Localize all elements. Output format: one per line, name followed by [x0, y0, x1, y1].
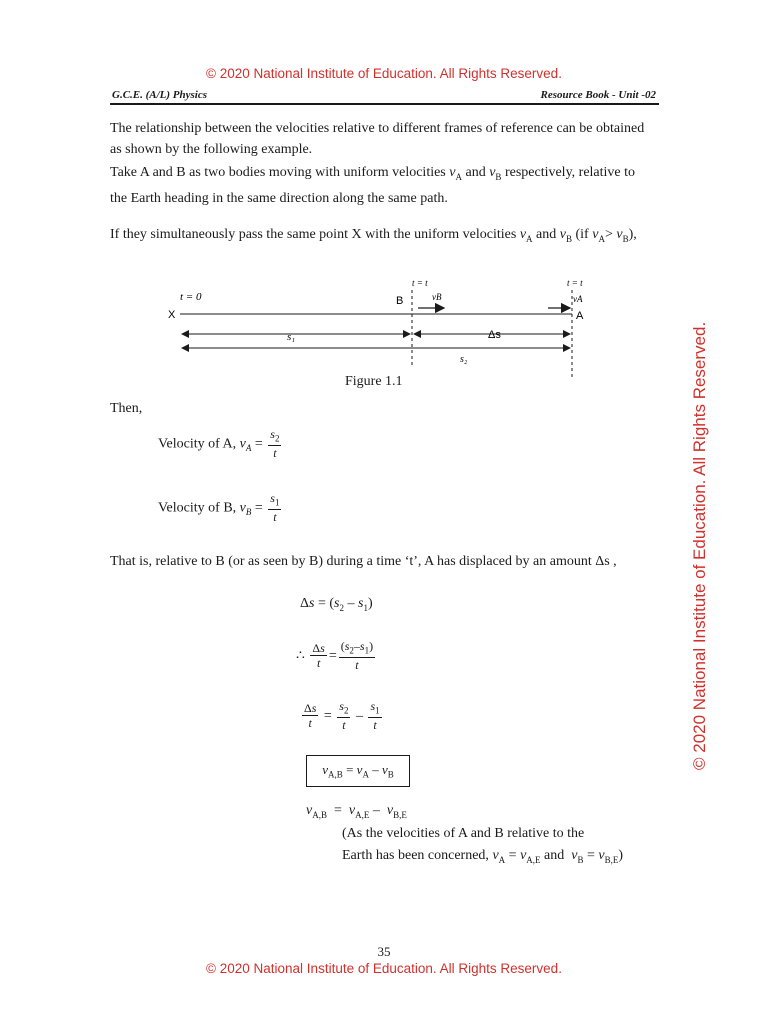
- label-tt-a: t = t: [567, 278, 583, 288]
- equation-split-fractions: $\frac{\Delta s}{t}$ = $\frac{s_2}{t}$ – $\frac{s_1}{t}$: [304, 699, 380, 733]
- label-s2: s₂: [460, 354, 468, 365]
- label-x: X: [168, 309, 176, 321]
- equation-velocity-a: Velocity of A, $v_A$ = $\frac{s_2}{t}$: [158, 427, 280, 461]
- copyright-top: © 2020 National Institute of Education. All Rights Reserved.: [206, 66, 562, 81]
- label-va: vA: [573, 294, 583, 304]
- copyright-bottom: © 2020 National Institute of Education. All Rights Reserved.: [206, 961, 562, 976]
- label-vb: vB: [432, 292, 442, 302]
- paragraph-intro: The relationship between the velocities relative to different frames of reference can be obtained as shown by the following example.: [110, 121, 645, 157]
- paragraph-that-is: That is, relative to B (or as seen by B) during a time ‘t’, A has displaced by an amount Δs ,: [110, 554, 617, 569]
- label-tt-b: t = t: [412, 278, 428, 288]
- paragraph-condition: If they simultaneously pass the same point X with the uniform velocities $v_A$ and $v_B$ (if $v_A> v_B$),: [110, 227, 637, 244]
- equation-velocity-b: Velocity of B, $v_B$ = $\frac{s_1}{t}$: [158, 491, 280, 525]
- label-ds: Δs: [488, 329, 501, 341]
- equation-relative-earth: $v_{A,B} = v_{A,E} - v_{B,E}$: [306, 803, 407, 820]
- label-b: B: [396, 295, 404, 307]
- note-line-2: Earth has been concerned, $v_A = v_{A,E}$ and $v_B = v_{B,E}$): [342, 848, 624, 865]
- header-book-title: Resource Book - Unit -02: [540, 89, 656, 101]
- label-s1: s₁: [287, 331, 296, 343]
- page-number: 35: [377, 944, 391, 959]
- equation-delta-s-over-t: ∴ $\frac{\Delta s}{t}$ = $\frac{(s_2-s_1)}{t}$: [296, 639, 374, 673]
- boxed-result-equation: $v_{A,B} = v_A - v_B$: [306, 755, 410, 787]
- label-a: A: [576, 310, 584, 322]
- header-rule: [110, 103, 659, 105]
- equation-delta-s: $\Delta s = (s_2 - s_1)$: [300, 596, 373, 613]
- figure-motion-diagram: [160, 272, 600, 382]
- figure-caption: Figure 1.1: [345, 374, 403, 389]
- copyright-side: © 2020 National Institute of Education. All Rights Reserved.: [690, 321, 709, 770]
- note-line-1: (As the velocities of A and B relative to the: [342, 826, 585, 841]
- paragraph-bodies: Take A and B as two bodies moving with uniform velocities $v_A$ and $v_B$ respectively, relative to the Earth heading in the same direction along the same path.: [110, 165, 636, 206]
- label-t0: t = 0: [180, 291, 202, 303]
- header-course-title: G.C.E. (A/L) Physics: [112, 89, 208, 101]
- paragraph-then: Then,: [110, 401, 143, 416]
